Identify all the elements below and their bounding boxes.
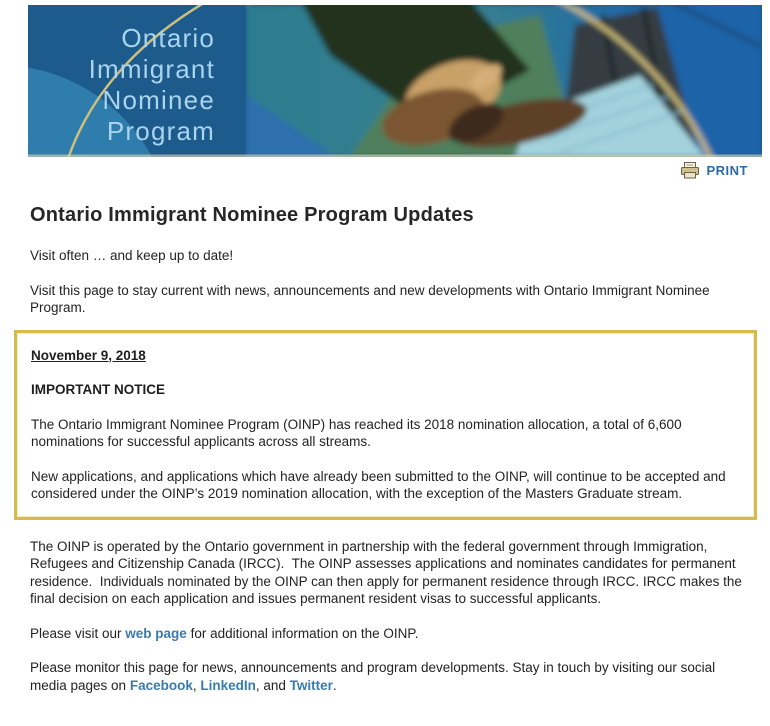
banner-title-line-1: Ontario xyxy=(121,23,215,53)
linkedin-link[interactable]: LinkedIn xyxy=(200,677,256,693)
banner-title-line-2: Immigrant xyxy=(88,54,215,84)
notice-paragraph-2: New applications, and applications which have already been submitted to the OINP, will continue to be accepted and considered under the OINP’s 2019 nomination allocation, with the exception of the Masters Graduate stream. xyxy=(31,468,730,501)
intro-tagline: Visit often … and keep up to date! xyxy=(30,248,234,263)
print-button[interactable] xyxy=(680,162,749,179)
important-notice-box xyxy=(14,330,757,520)
banner-image xyxy=(28,5,762,157)
social-media-paragraph xyxy=(30,659,742,694)
web-page-link[interactable]: web page xyxy=(125,625,187,641)
notice-heading: IMPORTANT NOTICE xyxy=(31,382,165,397)
facebook-link[interactable]: Facebook xyxy=(129,677,193,693)
banner-title-line-4: Program xyxy=(106,116,215,146)
separator-1: , xyxy=(192,677,201,693)
notice-date: November 9, 2018 xyxy=(31,347,146,363)
visit-text-prefix: Please visit our xyxy=(30,625,126,641)
page-title: Ontario Immigrant Nominee Program Updates xyxy=(30,204,474,226)
notice-paragraph-1: The Ontario Immigrant Nominee Program (OINP) has reached its 2018 nomination allocation, a total of 6,600 nominations for successful applicants across all streams. xyxy=(31,416,686,449)
separator-2: , and xyxy=(255,677,290,693)
twitter-link[interactable]: Twitter xyxy=(289,677,333,693)
printer-icon xyxy=(680,162,700,179)
intro-paragraph: Visit this page to stay current with news, announcements and new developments with Ontario Immigrant Nominee Program. xyxy=(30,282,714,315)
monitor-text-prefix: Please monitor this page for news, announcements and program developments. Stay in touch by visiting our social media pages on xyxy=(30,660,719,693)
main-content xyxy=(30,197,746,694)
banner-title-line-3: Nominee xyxy=(102,85,215,115)
about-oinp-paragraph: The OINP is operated by the Ontario government in partnership with the federal government through Immigration, Refugees and Citizenship Canada (IRCC). The OINP assesses applications and nominates candidates for permanent residence. Individuals nominated by the OINP can then apply for permanent residence through IRCC. IRCC makes the final decision on each application and issues permanent resident visas to successful applicants. xyxy=(30,538,746,606)
visit-text-suffix: for additional information on the OINP. xyxy=(186,625,419,641)
visit-paragraph xyxy=(30,625,742,643)
print-button-label: PRINT xyxy=(706,163,748,178)
monitor-text-suffix: . xyxy=(332,677,337,693)
handshake-banner-graphic xyxy=(28,5,762,157)
